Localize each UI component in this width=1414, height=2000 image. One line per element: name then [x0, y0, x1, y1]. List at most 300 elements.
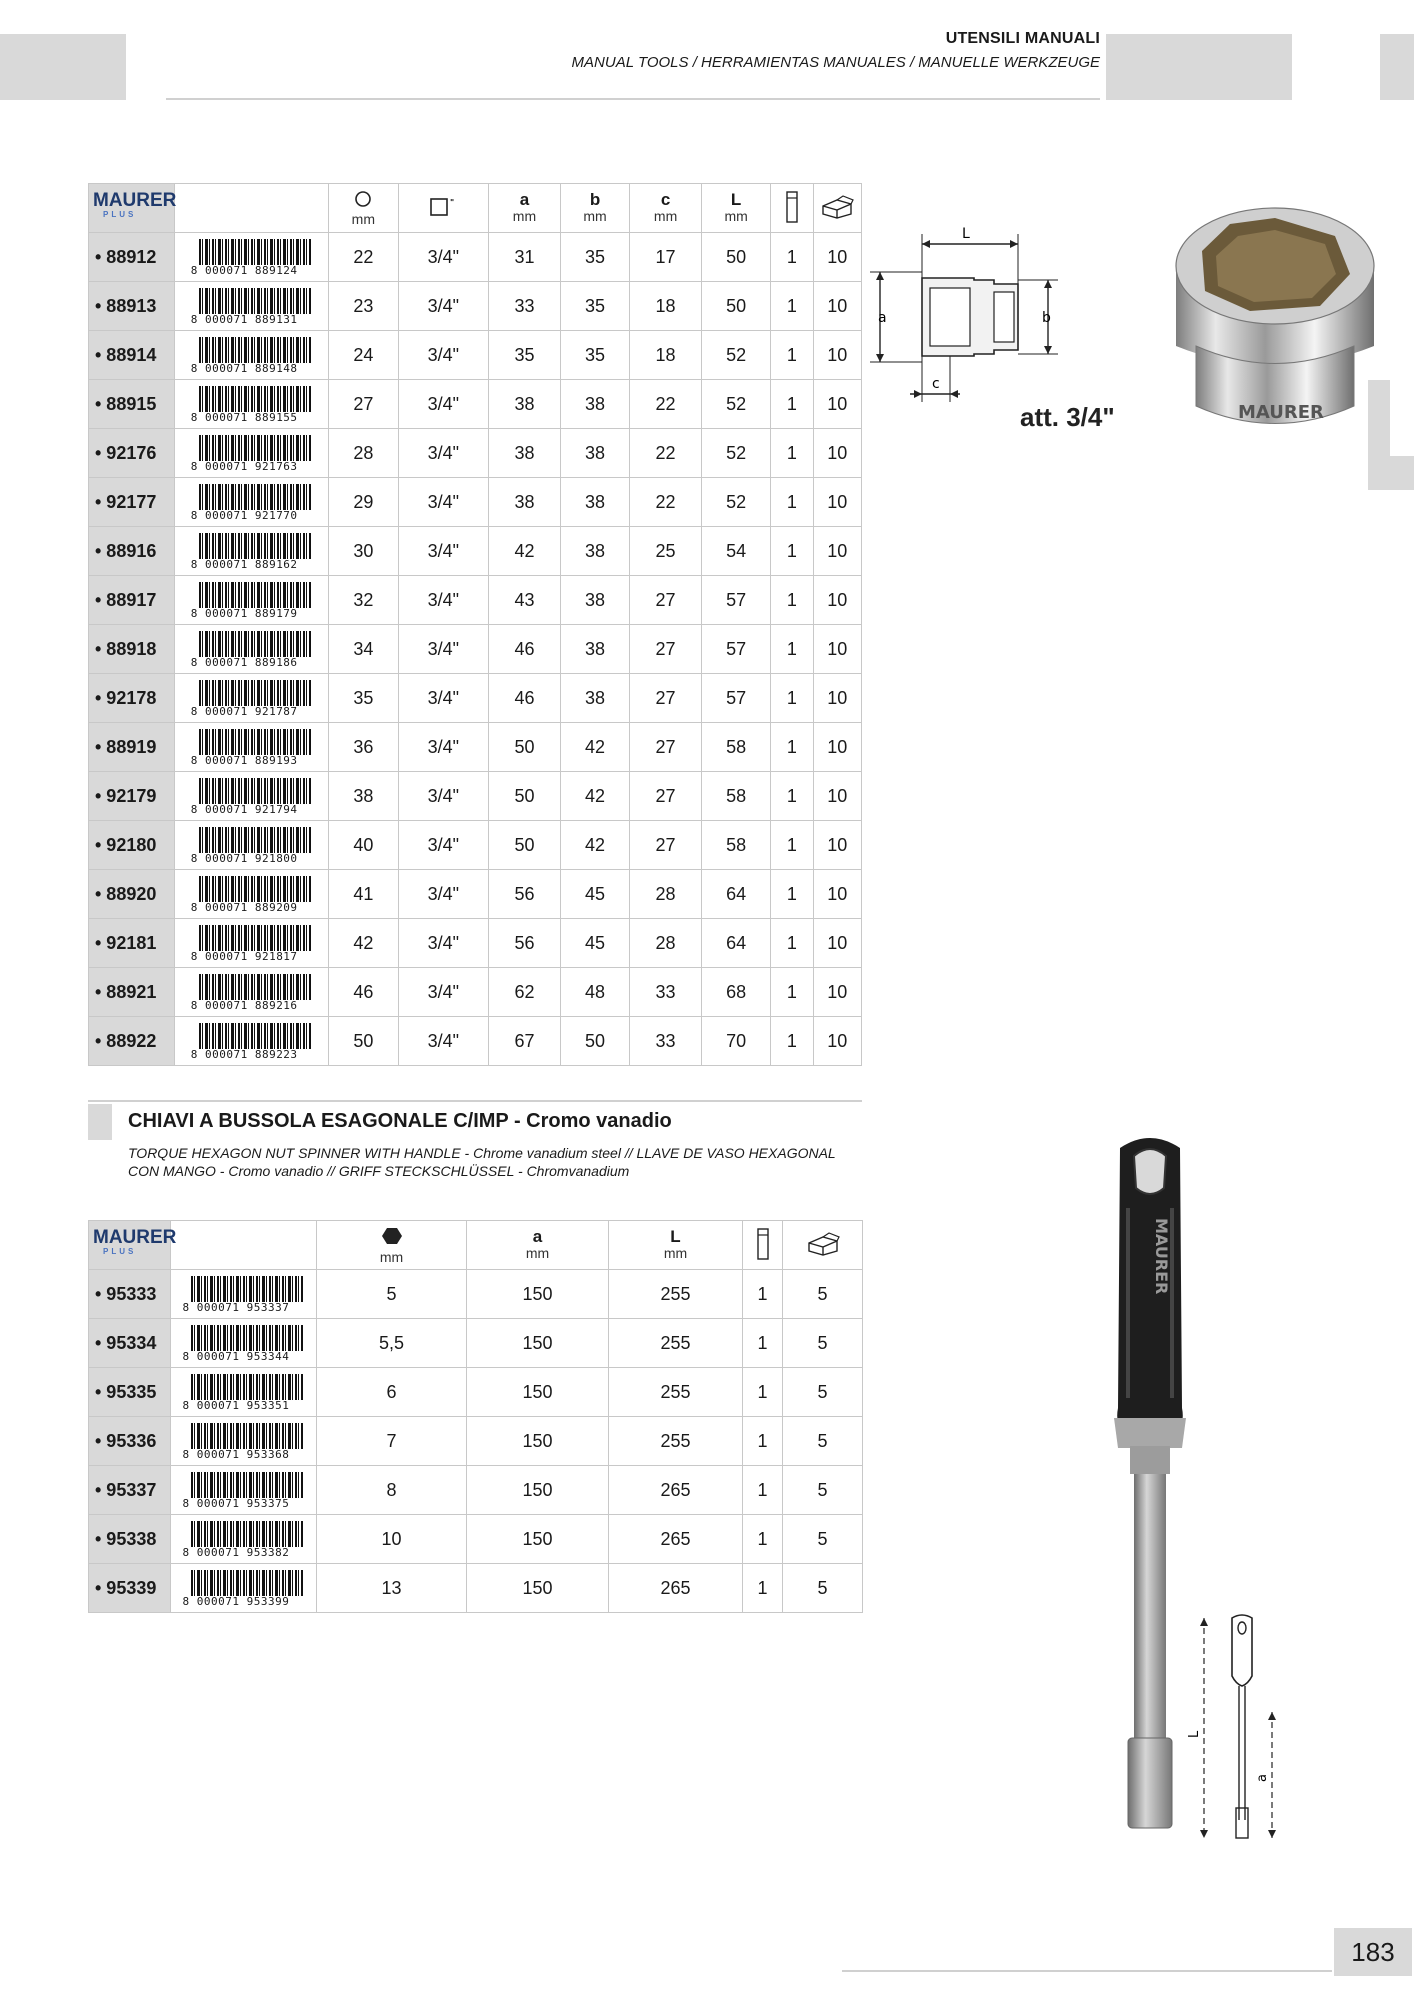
dim-c-cell: 27	[630, 723, 702, 772]
hex-size-cell: 34	[329, 625, 399, 674]
hex-size-cell: 32	[329, 576, 399, 625]
barcode	[191, 629, 313, 669]
box-qty-cell: 5	[783, 1417, 863, 1466]
dim-L-cell: 255	[609, 1319, 743, 1368]
dim-b-cell: 38	[560, 527, 630, 576]
dim-b-cell: 38	[560, 576, 630, 625]
ean-number: 8 000071 889131	[190, 313, 298, 326]
barcode-cell	[175, 1017, 329, 1066]
dim-a-cell: 38	[489, 429, 561, 478]
barcode	[191, 874, 313, 914]
barcode-cell	[175, 380, 329, 429]
drive-cell: 3/4"	[398, 527, 489, 576]
svg-text:MAURER: MAURER	[1238, 402, 1324, 423]
table-row	[89, 1017, 862, 1066]
hex-size-cell: 46	[329, 968, 399, 1017]
article-code: • 88917	[89, 576, 175, 625]
dim-L-header: L mm	[609, 1221, 743, 1270]
table-row	[89, 576, 862, 625]
square-drive-icon	[428, 196, 458, 218]
drive-cell: 3/4"	[398, 723, 489, 772]
hex-size-cell: 6	[317, 1368, 467, 1417]
barcode	[191, 972, 313, 1012]
brand-logo: MAURER PLUS	[89, 1221, 171, 1270]
drive-cell: 3/4"	[398, 478, 489, 527]
hex-size-cell: 36	[329, 723, 399, 772]
section-description: TORQUE HEXAGON NUT SPINNER WITH HANDLE - Chrome vanadium steel // LLAVE DE VASO HEXAGONAL CON MANGO - Cromo vanadio // GRIFF STECKSCHLÜSSEL - Chromvanadium	[128, 1145, 836, 1179]
drive-cell: 3/4"	[398, 772, 489, 821]
box-qty-cell: 10	[813, 429, 862, 478]
barcode-cell	[175, 919, 329, 968]
box-qty-cell: 10	[813, 1017, 862, 1066]
dim-b-cell: 35	[560, 331, 630, 380]
table-row	[89, 429, 862, 478]
dim-c-cell: 28	[630, 919, 702, 968]
barcode-cell	[175, 772, 329, 821]
footer-rule	[842, 1970, 1332, 1972]
box-qty-cell: 10	[813, 233, 862, 282]
dim-a-cell: 38	[489, 478, 561, 527]
side-tab-notch	[1390, 380, 1414, 456]
article-code: • 92180	[89, 821, 175, 870]
box-qty-cell: 10	[813, 870, 862, 919]
pack-qty-cell: 1	[771, 919, 813, 968]
barcode	[191, 1021, 313, 1061]
table-row	[89, 478, 862, 527]
hex-size-cell: 10	[317, 1515, 467, 1564]
hex-size-cell: 7	[317, 1417, 467, 1466]
dim-L-cell: 64	[701, 870, 771, 919]
ean-number: 8 000071 953375	[182, 1497, 290, 1510]
table-row	[89, 527, 862, 576]
ean-number: 8 000071 889124	[190, 264, 298, 277]
brand-logo: MAURER PLUS	[89, 184, 175, 233]
barcode	[191, 580, 313, 620]
ean-number: 8 000071 889216	[190, 999, 298, 1012]
socket-size-label: att. 3/4"	[1020, 402, 1115, 432]
article-code: • 92178	[89, 674, 175, 723]
box-qty-cell: 10	[813, 527, 862, 576]
ean-number: 8 000071 889223	[190, 1048, 298, 1061]
article-code: • 92177	[89, 478, 175, 527]
drive-cell: 3/4"	[398, 821, 489, 870]
hex-size-cell: 22	[329, 233, 399, 282]
barcode-cell	[175, 282, 329, 331]
table-row	[89, 331, 862, 380]
drive-cell: 3/4"	[398, 625, 489, 674]
barcode-cell	[175, 576, 329, 625]
diagram-label-L: L	[1187, 1730, 1202, 1738]
dim-a-cell: 150	[467, 1564, 609, 1613]
box-qty-cell: 10	[813, 674, 862, 723]
dim-L-cell: 57	[701, 674, 771, 723]
hex-size-cell: 5	[317, 1270, 467, 1319]
ean-number: 8 000071 889193	[190, 754, 298, 767]
box-qty-cell: 10	[813, 331, 862, 380]
dim-L-header: L mm	[701, 184, 771, 233]
drive-cell: 3/4"	[398, 429, 489, 478]
dim-c-cell: 18	[630, 331, 702, 380]
dim-a-header: a mm	[489, 184, 561, 233]
hex-size-cell: 35	[329, 674, 399, 723]
dim-a-cell: 42	[489, 527, 561, 576]
hex-size-cell: 41	[329, 870, 399, 919]
box-pack-icon	[819, 194, 855, 220]
dim-c-cell: 28	[630, 870, 702, 919]
barcode	[191, 531, 313, 571]
barcode	[191, 678, 313, 718]
pack-qty-cell: 1	[771, 576, 813, 625]
article-code: • 88919	[89, 723, 175, 772]
table-row	[89, 723, 862, 772]
article-code: • 88916	[89, 527, 175, 576]
table-row	[89, 1466, 863, 1515]
pack-qty-cell: 1	[771, 625, 813, 674]
pack-qty-cell: 1	[771, 282, 813, 331]
article-code: • 88922	[89, 1017, 175, 1066]
dim-L-cell: 58	[701, 821, 771, 870]
dim-c-header: c mm	[630, 184, 702, 233]
hex-size-cell: 27	[329, 380, 399, 429]
ean-number: 8 000071 921794	[190, 803, 298, 816]
dim-c-cell: 27	[630, 772, 702, 821]
article-code: • 88912	[89, 233, 175, 282]
diagram-label-a: a	[878, 310, 887, 326]
dim-a-cell: 38	[489, 380, 561, 429]
box-qty-cell: 5	[783, 1270, 863, 1319]
dim-b-cell: 38	[560, 478, 630, 527]
pack-qty-cell: 1	[743, 1368, 783, 1417]
pack-qty-cell: 1	[743, 1564, 783, 1613]
box-qty-cell: 5	[783, 1368, 863, 1417]
dim-L-cell: 70	[701, 1017, 771, 1066]
header-rule	[166, 98, 1100, 100]
box-qty-cell: 5	[783, 1319, 863, 1368]
ean-number: 8 000071 953368	[182, 1448, 290, 1461]
ean-number: 8 000071 889155	[190, 411, 298, 424]
diagram-label-c: c	[932, 376, 940, 392]
dim-a-cell: 67	[489, 1017, 561, 1066]
barcode	[191, 776, 313, 816]
dim-a-cell: 150	[467, 1417, 609, 1466]
dim-a-cell: 50	[489, 723, 561, 772]
header-subtitle: MANUAL TOOLS / HERRAMIENTAS MANUALES / MANUELLE WERKZEUGE	[571, 54, 1100, 71]
dim-L-cell: 57	[701, 625, 771, 674]
table-row	[89, 1368, 863, 1417]
dim-c-cell: 27	[630, 576, 702, 625]
article-code: • 88914	[89, 331, 175, 380]
pack-qty-cell: 1	[771, 429, 813, 478]
article-code: • 95337	[89, 1466, 171, 1515]
box-qty-cell: 10	[813, 380, 862, 429]
section-marker	[88, 1104, 112, 1140]
drive-cell: 3/4"	[398, 870, 489, 919]
box-qty-cell: 5	[783, 1466, 863, 1515]
barcode	[183, 1372, 305, 1412]
dim-a-cell: 56	[489, 919, 561, 968]
dim-L-cell: 58	[701, 723, 771, 772]
pack-header	[771, 184, 813, 233]
dim-L-cell: 255	[609, 1417, 743, 1466]
barcode-header	[175, 184, 329, 233]
dim-a-cell: 150	[467, 1368, 609, 1417]
hex-size-cell: 24	[329, 331, 399, 380]
table-row	[89, 282, 862, 331]
spinner-spec-table	[88, 1220, 863, 1613]
barcode-cell	[171, 1515, 317, 1564]
section-rule	[88, 1100, 862, 1102]
diagram-label-L: L	[962, 226, 970, 242]
dim-b-cell: 35	[560, 233, 630, 282]
dim-L-cell: 52	[701, 429, 771, 478]
pack-qty-cell: 1	[743, 1417, 783, 1466]
box-qty-cell: 10	[813, 282, 862, 331]
nut-spinner-dimension-diagram	[1187, 1612, 1280, 1844]
diagram-label-b: b	[1042, 310, 1051, 326]
table-row	[89, 625, 862, 674]
dim-b-cell: 45	[560, 870, 630, 919]
dim-b-cell: 38	[560, 380, 630, 429]
pack-qty-cell: 1	[743, 1515, 783, 1564]
dim-L-cell: 50	[701, 282, 771, 331]
dim-L-cell: 50	[701, 233, 771, 282]
ean-number: 8 000071 953344	[182, 1350, 290, 1363]
barcode	[191, 727, 313, 767]
dim-c-cell: 18	[630, 282, 702, 331]
hex-size-cell: 8	[317, 1466, 467, 1515]
barcode	[191, 237, 313, 277]
ean-number: 8 000071 953351	[182, 1399, 290, 1412]
table-row	[89, 1515, 863, 1564]
barcode-cell	[175, 821, 329, 870]
pack-header	[743, 1221, 783, 1270]
dim-a-cell: 50	[489, 772, 561, 821]
hex-size-cell: 42	[329, 919, 399, 968]
dim-a-cell: 150	[467, 1270, 609, 1319]
barcode-cell	[175, 625, 329, 674]
dim-L-cell: 52	[701, 331, 771, 380]
table-row	[89, 1319, 863, 1368]
dim-a-cell: 33	[489, 282, 561, 331]
dim-c-cell: 27	[630, 821, 702, 870]
ean-number: 8 000071 889179	[190, 607, 298, 620]
barcode	[183, 1568, 305, 1608]
drive-cell: 3/4"	[398, 1017, 489, 1066]
hex-size-header: mm	[317, 1221, 467, 1270]
dim-a-cell: 62	[489, 968, 561, 1017]
dim-L-cell: 265	[609, 1515, 743, 1564]
svg-text:MAURER: MAURER	[1152, 1218, 1171, 1295]
dim-L-cell: 64	[701, 919, 771, 968]
hex-size-cell: 13	[317, 1564, 467, 1613]
dim-a-cell: 150	[467, 1319, 609, 1368]
barcode	[191, 433, 313, 473]
dim-a-cell: 150	[467, 1515, 609, 1564]
dim-a-cell: 150	[467, 1466, 609, 1515]
box-qty-cell: 10	[813, 576, 862, 625]
hex-size-cell: 28	[329, 429, 399, 478]
pack-qty-cell: 1	[771, 821, 813, 870]
table-row	[89, 380, 862, 429]
barcode-cell	[175, 968, 329, 1017]
article-code: • 95333	[89, 1270, 171, 1319]
barcode	[191, 825, 313, 865]
barcode-cell	[171, 1466, 317, 1515]
header-block-right	[1106, 34, 1292, 100]
pack-qty-cell: 1	[771, 1017, 813, 1066]
hex-size-cell: 50	[329, 1017, 399, 1066]
header-block-edge	[1380, 34, 1414, 100]
pack-qty-cell: 1	[771, 723, 813, 772]
drive-header	[398, 184, 489, 233]
barcode-cell	[171, 1564, 317, 1613]
article-code: • 88920	[89, 870, 175, 919]
box-pack-icon	[805, 1231, 841, 1257]
barcode-cell	[175, 723, 329, 772]
barcode-cell	[171, 1368, 317, 1417]
barcode	[191, 923, 313, 963]
table-header-row	[89, 184, 862, 233]
table-row	[89, 674, 862, 723]
drive-cell: 3/4"	[398, 919, 489, 968]
drive-cell: 3/4"	[398, 576, 489, 625]
hex-size-cell: 29	[329, 478, 399, 527]
hex-socket-icon	[353, 190, 373, 208]
header-block-left	[0, 34, 126, 100]
table-row	[89, 919, 862, 968]
table-row	[89, 772, 862, 821]
single-pack-icon	[784, 190, 800, 224]
dim-a-header: a mm	[467, 1221, 609, 1270]
hex-size-header: mm	[329, 184, 399, 233]
barcode	[183, 1323, 305, 1363]
table-row	[89, 1564, 863, 1613]
article-code: • 95338	[89, 1515, 171, 1564]
dim-L-cell: 265	[609, 1466, 743, 1515]
svg-text:": "	[450, 197, 455, 207]
barcode	[191, 335, 313, 375]
barcode-cell	[175, 233, 329, 282]
box-qty-cell: 5	[783, 1564, 863, 1613]
pack-qty-cell: 1	[771, 772, 813, 821]
article-code: • 88921	[89, 968, 175, 1017]
dim-b-cell: 50	[560, 1017, 630, 1066]
dim-c-cell: 33	[630, 1017, 702, 1066]
dim-L-cell: 255	[609, 1270, 743, 1319]
dim-a-cell: 46	[489, 625, 561, 674]
hexagon-icon	[381, 1226, 403, 1246]
dim-c-cell: 22	[630, 380, 702, 429]
article-code: • 95335	[89, 1368, 171, 1417]
hex-size-cell: 23	[329, 282, 399, 331]
socket-product-photo	[1160, 196, 1390, 446]
dim-c-cell: 22	[630, 429, 702, 478]
article-code: • 92179	[89, 772, 175, 821]
socket-spec-table	[88, 183, 862, 1066]
barcode	[183, 1274, 305, 1314]
page-number: 183	[1334, 1928, 1412, 1976]
dim-L-cell: 54	[701, 527, 771, 576]
dim-b-cell: 38	[560, 674, 630, 723]
barcode	[191, 482, 313, 522]
dim-a-cell: 43	[489, 576, 561, 625]
dim-c-cell: 22	[630, 478, 702, 527]
dim-b-cell: 45	[560, 919, 630, 968]
barcode-cell	[171, 1319, 317, 1368]
barcode-cell	[175, 674, 329, 723]
table-row	[89, 1270, 863, 1319]
table-row	[89, 968, 862, 1017]
box-qty-cell: 10	[813, 723, 862, 772]
ean-number: 8 000071 953337	[182, 1301, 290, 1314]
article-code: • 95339	[89, 1564, 171, 1613]
table-row	[89, 1417, 863, 1466]
table-row	[89, 821, 862, 870]
dim-b-cell: 42	[560, 772, 630, 821]
diagram-label-a: a	[1255, 1774, 1270, 1782]
ean-number: 8 000071 921787	[190, 705, 298, 718]
article-code: • 92181	[89, 919, 175, 968]
pack-qty-cell: 1	[743, 1466, 783, 1515]
ean-number: 8 000071 953399	[182, 1595, 290, 1608]
ean-number: 8 000071 921770	[190, 509, 298, 522]
dim-c-cell: 33	[630, 968, 702, 1017]
hex-size-cell: 38	[329, 772, 399, 821]
article-code: • 88915	[89, 380, 175, 429]
socket-dimension-diagram	[870, 222, 1070, 412]
dim-a-cell: 35	[489, 331, 561, 380]
box-qty-cell: 10	[813, 772, 862, 821]
barcode-cell	[175, 331, 329, 380]
dim-L-cell: 52	[701, 380, 771, 429]
drive-cell: 3/4"	[398, 331, 489, 380]
ean-number: 8 000071 889162	[190, 558, 298, 571]
dim-a-cell: 31	[489, 233, 561, 282]
pack-qty-cell: 1	[743, 1270, 783, 1319]
header-title: UTENSILI MANUALI	[945, 30, 1100, 47]
hex-size-cell: 5,5	[317, 1319, 467, 1368]
hex-size-cell: 40	[329, 821, 399, 870]
barcode	[183, 1519, 305, 1559]
dim-L-cell: 68	[701, 968, 771, 1017]
pack-qty-cell: 1	[771, 233, 813, 282]
ean-number: 8 000071 889148	[190, 362, 298, 375]
dim-b-cell: 38	[560, 429, 630, 478]
article-code: • 92176	[89, 429, 175, 478]
ean-number: 8 000071 953382	[182, 1546, 290, 1559]
single-pack-icon	[755, 1227, 771, 1261]
barcode-cell	[175, 870, 329, 919]
dim-L-cell: 58	[701, 772, 771, 821]
dim-L-cell: 255	[609, 1368, 743, 1417]
box-qty-cell: 10	[813, 968, 862, 1017]
ean-number: 8 000071 889186	[190, 656, 298, 669]
dim-L-cell: 265	[609, 1564, 743, 1613]
drive-cell: 3/4"	[398, 233, 489, 282]
dim-c-cell: 17	[630, 233, 702, 282]
dim-c-cell: 27	[630, 674, 702, 723]
barcode-cell	[175, 429, 329, 478]
barcode-cell	[175, 527, 329, 576]
barcode-header	[171, 1221, 317, 1270]
box-qty-cell: 10	[813, 625, 862, 674]
drive-cell: 3/4"	[398, 380, 489, 429]
barcode-cell	[171, 1417, 317, 1466]
barcode	[183, 1421, 305, 1461]
ean-number: 8 000071 921817	[190, 950, 298, 963]
dim-a-cell: 50	[489, 821, 561, 870]
box-qty-cell: 5	[783, 1515, 863, 1564]
